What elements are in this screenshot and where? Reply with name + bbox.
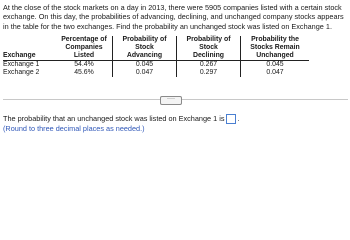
table-row	[3, 61, 309, 70]
cell-unchanged: 0.047	[241, 69, 310, 77]
header-declining-line3: Declining	[177, 52, 241, 61]
header-advancing-line1: Probability of	[113, 36, 177, 44]
header-advancing-line2: Stock	[113, 44, 177, 52]
header-unchanged-line3: Unchanged	[241, 52, 310, 61]
answer-input[interactable]	[226, 114, 236, 124]
header-unchanged-line1: Probability the	[241, 36, 310, 44]
cell-exchange: Exchange 2	[3, 69, 40, 76]
header-declining-line2: Stock	[177, 44, 241, 52]
header-unchanged-line2: Stocks Remain	[241, 44, 310, 52]
expand-more-button[interactable]: ····	[160, 96, 182, 105]
cell-declining: 0.297	[177, 69, 241, 77]
cell-percentage-listed: 45.6%	[74, 69, 94, 76]
cell-advancing: 0.047	[113, 69, 177, 77]
question-period: .	[237, 114, 240, 123]
probability-table	[3, 36, 309, 77]
header-exchange: Exchange	[3, 52, 56, 61]
cell-advancing: 0.045	[113, 61, 177, 70]
cell-declining: 0.267	[177, 61, 241, 70]
header-percentage-listed-line3: Listed	[56, 52, 113, 61]
header-advancing-line3: Advancing	[113, 52, 177, 61]
question-text: The probability that an unchanged stock was listed on Exchange 1 is	[3, 114, 225, 123]
rounding-hint: (Round to three decimal places as needed.)	[3, 124, 145, 133]
cell-exchange: Exchange 1	[3, 61, 40, 68]
table-row	[3, 69, 309, 77]
cell-unchanged: 0.045	[241, 61, 310, 70]
header-percentage-listed-line2: Companies	[65, 44, 103, 51]
header-declining-line1: Probability of	[177, 36, 241, 44]
problem-statement: At the close of the stock markets on a day in 2013, there were 5905 companies listed with a certain stock exchange. On this day, the probabilities of advancing, declining, and unchanged company stocks appears in the table for the two exchanges. Find the probability an unchanged stock was listed on Exchange 1.	[3, 3, 344, 31]
header-percentage-listed-line1: Percentage of	[61, 36, 107, 43]
cell-percentage-listed: 54.4%	[74, 61, 94, 68]
question-line	[3, 114, 240, 124]
